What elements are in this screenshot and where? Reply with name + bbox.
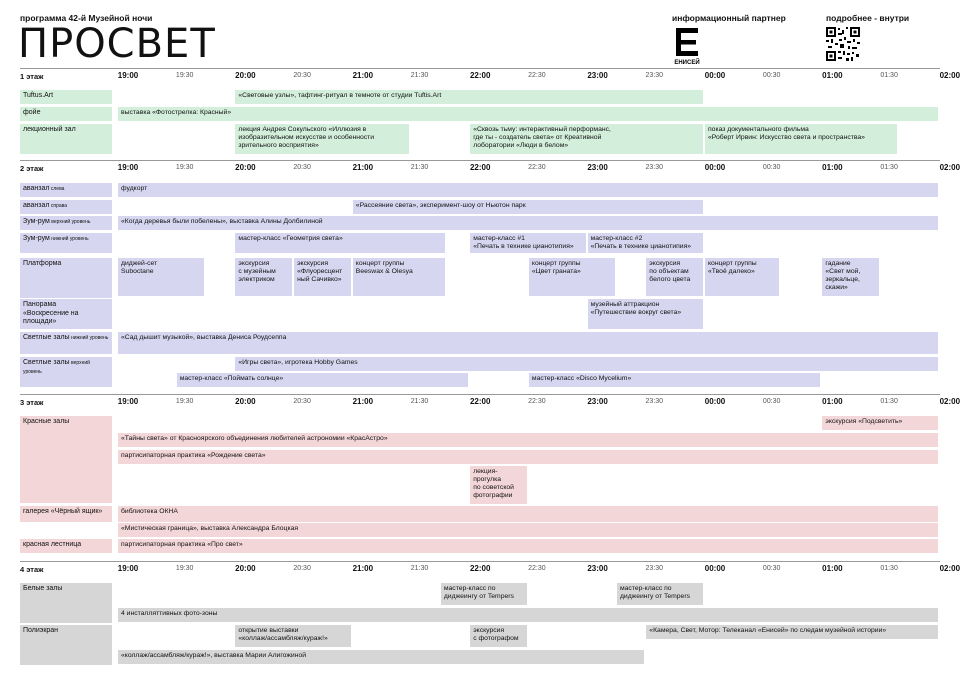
room-label: Платформа bbox=[20, 258, 112, 298]
time-label: 23:00 bbox=[587, 564, 608, 573]
time-label: 22:30 bbox=[528, 164, 546, 171]
time-label: 19:30 bbox=[175, 72, 194, 79]
schedule-event[interactable]: «Световые узлы», тафтинг-ритуал в темноте от студии Tuftis.Art bbox=[235, 90, 703, 104]
time-label: 19:00 bbox=[117, 71, 139, 80]
schedule-event[interactable]: концерт группы «Цвет граната» bbox=[529, 258, 615, 296]
time-label: 19:00 bbox=[117, 397, 139, 406]
time-label: 23:30 bbox=[645, 72, 664, 79]
schedule-event[interactable]: экскурсия «Подсветить» bbox=[822, 416, 937, 430]
time-label: 23:00 bbox=[587, 163, 608, 172]
time-label: 00:30 bbox=[762, 72, 781, 79]
time-label: 22:30 bbox=[528, 72, 546, 79]
schedule-event[interactable]: гадание «Свет мой, зеркальце, скажи» bbox=[822, 258, 879, 296]
time-label: 01:00 bbox=[822, 564, 843, 573]
time-label: 20:00 bbox=[235, 71, 256, 80]
floor-divider bbox=[20, 160, 940, 161]
schedule-event[interactable]: мастер-класс по диджеингу от Tempers bbox=[441, 583, 527, 605]
room-label: Зум-рум $^{нижний уровень}$ bbox=[20, 233, 112, 253]
time-label: 01:00 bbox=[822, 397, 843, 406]
time-label: 00:30 bbox=[762, 398, 781, 405]
time-label: 19:00 bbox=[117, 163, 139, 172]
schedule-event[interactable]: «Рассеяние света», эксперимент-шоу от Ньютон парк bbox=[353, 200, 703, 214]
time-label: 22:00 bbox=[469, 564, 491, 573]
room-label: Зум-рум $^{верхний уровень}$ bbox=[20, 216, 112, 230]
program-subtitle: программа 42-й Музейной ночи bbox=[20, 13, 153, 23]
time-label: 20:00 bbox=[235, 564, 256, 573]
time-label: 23:30 bbox=[645, 398, 664, 405]
schedule-event[interactable]: музейный аттракцион «Путешествие вокруг света» bbox=[588, 299, 703, 329]
time-label: 19:30 bbox=[175, 565, 194, 572]
schedule-event[interactable]: «Мистическая граница», выставка Александра Блоцкая bbox=[118, 523, 938, 537]
schedule-event[interactable]: «Игры света», игротека Hobby Games bbox=[235, 357, 937, 371]
time-label: 21:30 bbox=[410, 398, 429, 405]
time-label: 23:00 bbox=[587, 397, 608, 406]
time-label: 02:00 bbox=[939, 71, 960, 80]
room-label: красная лестница bbox=[20, 539, 112, 553]
more-label: подробнее - внутри bbox=[826, 13, 910, 23]
schedule-event[interactable]: лекция Андрея Сокульского «Иллюзия в изобразительном искусстве и особенности зрительного восприятия» bbox=[235, 124, 409, 154]
schedule-event[interactable]: экскурсия по объектам белого цвета bbox=[646, 258, 703, 296]
floor-header bbox=[0, 70, 960, 84]
schedule-event[interactable]: библиотека ОКНА bbox=[118, 506, 938, 522]
time-label: 01:00 bbox=[822, 71, 843, 80]
time-label: 23:30 bbox=[645, 565, 664, 572]
schedule-event[interactable]: мастер-класс #2 «Печать в технике цианотипия» bbox=[588, 233, 703, 253]
time-label: 22:00 bbox=[469, 71, 491, 80]
schedule-event[interactable]: фудкорт bbox=[118, 183, 938, 197]
schedule-event[interactable]: «Сквозь тьму: интерактивный перформанс, где ты - создатель света» от Креативной лоборатории «Люди в белом» bbox=[470, 124, 703, 154]
time-label: 00:30 bbox=[762, 164, 781, 171]
floor-divider bbox=[20, 561, 940, 562]
time-label: 02:00 bbox=[939, 163, 960, 172]
room-label: Светлые залы $^{нижний уровень}$ bbox=[20, 332, 112, 354]
floor-header bbox=[0, 563, 960, 577]
schedule-event[interactable]: «Сад дышит музыкой», выставка Дениса Роудсеппа bbox=[118, 332, 938, 354]
floor-label: 1 этаж bbox=[20, 72, 44, 81]
time-label: 01:00 bbox=[822, 163, 843, 172]
time-label: 20:30 bbox=[293, 565, 311, 572]
schedule-event[interactable]: мастер-класс #1 «Печать в технике цианотипия» bbox=[470, 233, 585, 253]
room-label: Tuftus.Art bbox=[20, 90, 112, 104]
time-label: 21:00 bbox=[352, 564, 374, 573]
time-label: 23:00 bbox=[587, 71, 608, 80]
time-label: 21:00 bbox=[352, 397, 374, 406]
time-label: 22:00 bbox=[469, 397, 491, 406]
time-label: 23:30 bbox=[645, 164, 664, 171]
time-label: 02:00 bbox=[939, 564, 960, 573]
floor-header bbox=[0, 396, 960, 410]
qr-code-icon[interactable] bbox=[826, 27, 860, 61]
schedule-event[interactable]: выставка «Фотострелка: Красный» bbox=[118, 107, 938, 121]
time-label: 02:00 bbox=[939, 397, 960, 406]
room-label: Панорама «Воскресение на площади» bbox=[20, 299, 112, 329]
room-label: Белые залы bbox=[20, 583, 112, 623]
time-label: 00:00 bbox=[704, 397, 726, 406]
schedule-event[interactable]: концерт группы Beeswax & Olesya bbox=[353, 258, 445, 296]
schedule-event[interactable]: открытие выставки «коллаж/ассамбляж/кураж!» bbox=[235, 625, 350, 647]
time-label: 22:00 bbox=[469, 163, 491, 172]
time-label: 20:30 bbox=[293, 164, 311, 171]
room-label: галерея «Чёрный ящик» bbox=[20, 506, 112, 522]
time-label: 20:30 bbox=[293, 72, 311, 79]
time-label: 21:30 bbox=[410, 72, 429, 79]
time-label: 21:30 bbox=[410, 565, 429, 572]
time-label: 01:30 bbox=[880, 164, 898, 171]
enisey-logo-icon bbox=[672, 28, 702, 66]
time-label: 20:30 bbox=[293, 398, 311, 405]
floor-divider bbox=[20, 68, 940, 69]
room-label: Полиэкран bbox=[20, 625, 112, 665]
schedule-event[interactable]: «Когда деревья были побелены», выставка Алины Долбилиной bbox=[118, 216, 938, 230]
time-label: 00:00 bbox=[704, 564, 726, 573]
time-label: 19:30 bbox=[175, 398, 194, 405]
time-label: 19:00 bbox=[117, 564, 139, 573]
schedule-event[interactable]: мастер-класс «Геометрия света» bbox=[235, 233, 444, 253]
room-label: лекционный зал bbox=[20, 124, 112, 154]
event-logo: ПРОСВЕТ bbox=[18, 21, 216, 67]
time-label: 00:00 bbox=[704, 71, 726, 80]
floor-label: 4 этаж bbox=[20, 565, 44, 574]
schedule-event[interactable]: экскурсия с музейным электриком bbox=[235, 258, 292, 296]
time-label: 21:00 bbox=[352, 163, 374, 172]
floor-divider bbox=[20, 394, 940, 395]
time-label: 00:00 bbox=[704, 163, 726, 172]
room-label: Светлые залы $^{верхний уровень}$ bbox=[20, 357, 112, 387]
schedule-event[interactable]: показ документального фильма «Роберт Ирвин: Искусство света и пространства» bbox=[705, 124, 897, 154]
room-label: аванзал $^{справа}$ bbox=[20, 200, 112, 214]
schedule-event[interactable]: партисипаторная практика «Рождение света» bbox=[118, 450, 938, 464]
room-label: аванзал $^{слева}$ bbox=[20, 183, 112, 197]
schedule-event[interactable]: мастер-класс по диджеингу от Tempers bbox=[617, 583, 703, 605]
floor-header bbox=[0, 162, 960, 176]
partner-logo-text: ЕНИСЕЙ bbox=[674, 60, 700, 66]
schedule-event[interactable]: экскурсия «Флуоресцент ный Сачивко» bbox=[294, 258, 351, 296]
time-label: 01:30 bbox=[880, 565, 898, 572]
time-label: 22:30 bbox=[528, 565, 546, 572]
schedule-event[interactable]: лекция- прогулка по советской фотографии bbox=[470, 466, 527, 504]
time-label: 21:30 bbox=[410, 164, 429, 171]
schedule-event[interactable]: мастер-класс «Поймать солнце» bbox=[177, 373, 469, 387]
room-label: фойе bbox=[20, 107, 112, 121]
schedule-event[interactable]: «Тайны света» от Красноярского объединения любителей астрономии «КрасАстро» bbox=[118, 433, 938, 447]
floor-label: 2 этаж bbox=[20, 164, 44, 173]
time-label: 20:00 bbox=[235, 163, 256, 172]
schedule-event[interactable]: мастер-класс «Disco Mycelium» bbox=[529, 373, 821, 387]
time-label: 20:00 bbox=[235, 397, 256, 406]
partner-label: информационный партнер bbox=[672, 13, 786, 23]
schedule-event[interactable]: диджей-сет Suboctane bbox=[118, 258, 204, 296]
schedule-event[interactable]: концерт группы «Твоё далеко» bbox=[705, 258, 779, 296]
time-label: 22:30 bbox=[528, 398, 546, 405]
schedule-event[interactable]: партисипаторная практика «Про свет» bbox=[118, 539, 938, 553]
schedule-event[interactable]: 4 инсталляттивных фото-зоны bbox=[118, 608, 938, 622]
floor-label: 3 этаж bbox=[20, 398, 44, 407]
time-label: 19:30 bbox=[175, 164, 194, 171]
time-label: 00:30 bbox=[762, 565, 781, 572]
schedule-event[interactable]: «коллаж/ассамбляж/кураж!», выставка Марии Алигожиной bbox=[118, 650, 644, 664]
time-label: 21:00 bbox=[352, 71, 374, 80]
time-label: 01:30 bbox=[880, 398, 898, 405]
time-label: 01:30 bbox=[880, 72, 898, 79]
schedule-event[interactable]: экскурсия с фотографом bbox=[470, 625, 527, 647]
schedule-event[interactable]: «Камера, Свет, Мотор: Телеканал «Енисей» по следам музейной истории» bbox=[646, 625, 938, 639]
room-label: Красные залы bbox=[20, 416, 112, 503]
